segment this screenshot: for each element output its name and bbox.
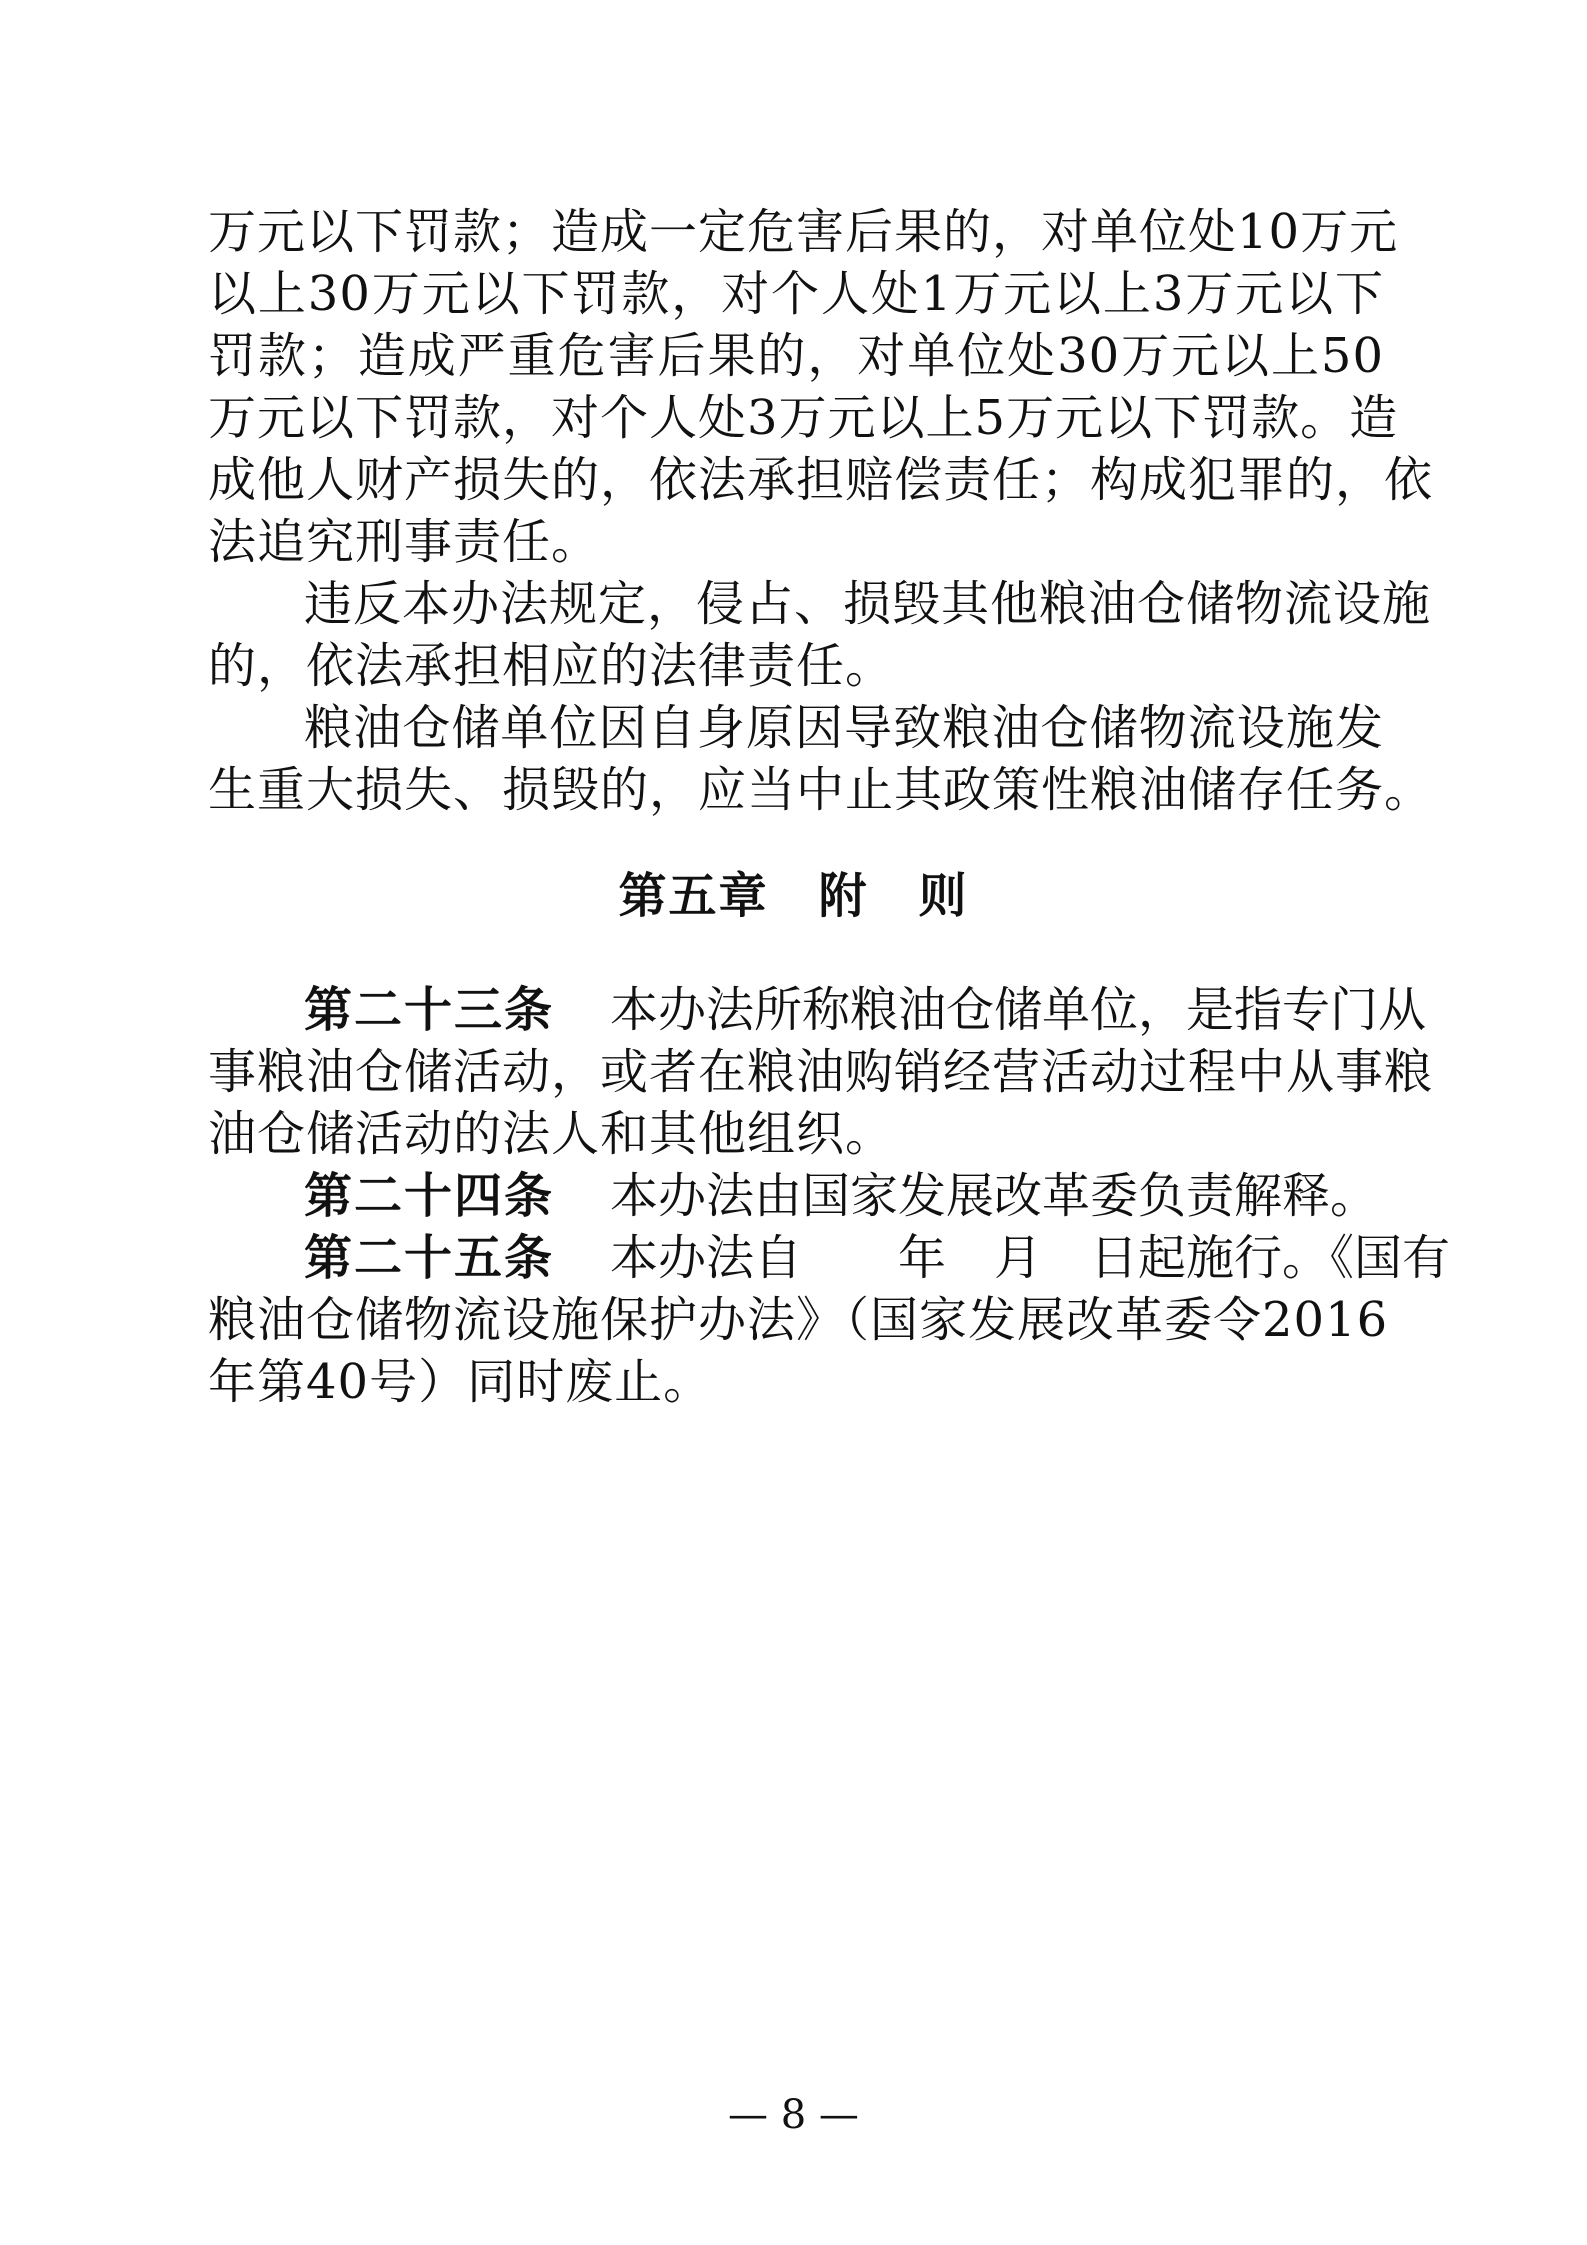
article-25-first-line xyxy=(304,1228,1450,1288)
paragraph-line: 粮油仓储单位因自身原因导致粮油仓储物流设施发 xyxy=(304,700,1384,756)
article-number: 第二十四条 xyxy=(304,1168,555,1224)
paragraph-line: 成他人财产损失的，依法承担赔偿责任；构成犯罪的，依 xyxy=(208,452,1434,508)
article-number: 第二十三条 xyxy=(304,982,555,1038)
paragraph-line: 生重大损失、损毁的，应当中止其政策性粮油储存任务。 xyxy=(208,762,1434,818)
article-23-first-line xyxy=(304,980,1427,1040)
article-text: 本办法自 年 月 日起施行。《国有 xyxy=(610,1230,1451,1286)
paragraph-line: 粮油仓储物流设施保护办法》（国家发展改革委令2016 xyxy=(208,1292,1389,1348)
chapter-heading: 第五章 附 则 xyxy=(618,868,969,924)
paragraph-line: 年第40号）同时废止。 xyxy=(208,1354,713,1410)
paragraph-line: 违反本办法规定，侵占、损毁其他粮油仓储物流设施 xyxy=(304,576,1432,632)
paragraph-line: 以上30万元以下罚款，对个人处1万元以上3万元以下 xyxy=(208,266,1384,322)
article-text: 本办法所称粮油仓储单位，是指专门从 xyxy=(610,982,1427,1038)
paragraph-line: 罚款；造成严重危害后果的，对单位处30万元以上50 xyxy=(208,328,1384,384)
article-text: 本办法由国家发展改革委负责解释。 xyxy=(610,1168,1379,1224)
paragraph-line: 油仓储活动的法人和其他组织。 xyxy=(208,1106,895,1162)
paragraph-line: 法追究刑事责任。 xyxy=(208,514,601,570)
article-24-line xyxy=(304,1166,1378,1226)
paragraph-line: 的，依法承担相应的法律责任。 xyxy=(208,638,895,694)
paragraph-line: 万元以下罚款，对个人处3万元以上5万元以下罚款。造 xyxy=(208,390,1399,446)
paragraph-line: 万元以下罚款；造成一定危害后果的，对单位处10万元 xyxy=(208,204,1399,260)
page-number: — 8 — xyxy=(728,2092,859,2138)
paragraph-line: 事粮油仓储活动，或者在粮油购销经营活动过程中从事粮 xyxy=(208,1044,1434,1100)
article-number: 第二十五条 xyxy=(304,1230,555,1286)
